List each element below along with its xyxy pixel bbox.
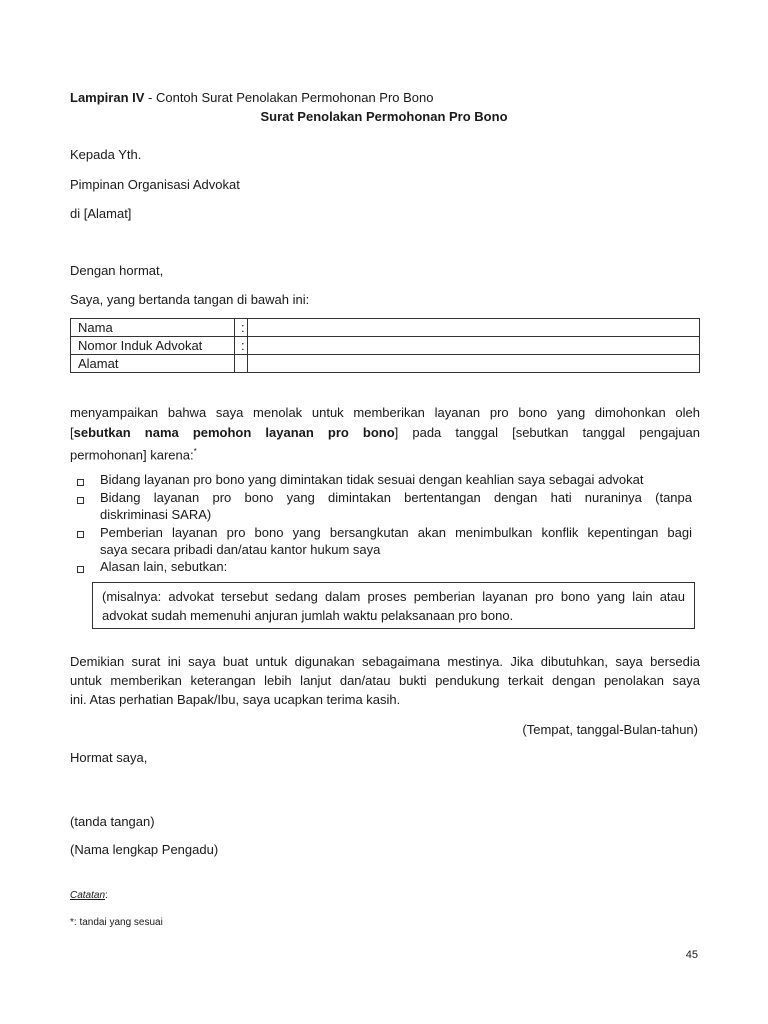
footnote-mark: *	[193, 447, 197, 456]
applicant-placeholder: sebutkan nama pemohon layanan pro bono	[73, 425, 395, 440]
table-row	[71, 355, 700, 373]
statement-line-3-text: permohonan] karena:	[70, 447, 194, 463]
notes-heading-text: Catatan	[70, 890, 106, 901]
name-label: Nama	[71, 319, 235, 337]
statement-line-3	[70, 444, 197, 463]
example-line-1: (misalnya: advokat tersebut sedang dalam proses pemberian layanan pro bono yang lain atau	[102, 589, 685, 604]
closing-line-1: Demikian surat ini saya buat untuk digunakan sebagaimana mestinya. Jika dibutuhkan, saya bersedia	[70, 654, 700, 669]
letter-title: Surat Penolakan Permohonan Pro Bono	[260, 109, 508, 124]
address-label: Alamat	[71, 355, 235, 373]
attachment-heading	[70, 90, 434, 106]
notes-heading	[70, 890, 108, 902]
reason-1-line-1: Bidang layanan pro bono yang dimintakan tidak sesuai dengan keahlian saya sebagai advokat	[100, 472, 644, 487]
table-row	[71, 337, 700, 355]
identity-table	[70, 318, 700, 373]
statement-line-2-rest: ] pada tanggal [sebutkan tanggal pengajuan	[394, 425, 701, 440]
notes-heading-colon: :	[105, 890, 108, 901]
reason-checkbox-2[interactable]	[77, 497, 84, 504]
greeting: Dengan hormat,	[70, 263, 164, 278]
table-row	[71, 319, 700, 337]
bracket-open: [	[70, 425, 74, 440]
intro-text: Saya, yang bertanda tangan di bawah ini:	[70, 292, 310, 307]
reason-4-line-1: Alasan lain, sebutkan:	[100, 559, 228, 574]
reason-3-line-1: Pemberian layanan pro bono yang bersangkutan akan menimbulkan konflik kepentingan bagi	[100, 525, 692, 540]
page-number: 45	[685, 949, 698, 961]
attachment-title: - Contoh Surat Penolakan Permohonan Pro Bono	[144, 90, 434, 105]
advocate-number-separator: :	[235, 337, 248, 355]
advocate-number-value	[248, 337, 700, 355]
place-date: (Tempat, tanggal-Bulan-tahun)	[522, 722, 698, 737]
footnote: *: tandai yang sesuai	[70, 917, 163, 928]
example-line-2: advokat sudah memenuhi anjuran jumlah waktu pelaksanaan pro bono.	[102, 608, 514, 623]
reason-3-line-2: saya secara pribadi dan/atau kantor hukum saya	[100, 542, 381, 557]
regards: Hormat saya,	[70, 750, 148, 765]
other-reason-box[interactable]	[92, 582, 695, 629]
recipient-location: di [Alamat]	[70, 206, 132, 221]
reason-2-line-1: Bidang layanan pro bono yang dimintakan bertentangan dengan hati nuraninya (tanpa	[100, 490, 692, 505]
signature-placeholder: (tanda tangan)	[70, 814, 155, 829]
advocate-number-label: Nomor Induk Advokat	[71, 337, 235, 355]
reason-checkbox-1[interactable]	[77, 479, 84, 486]
salutation-to: Kepada Yth.	[70, 147, 142, 162]
reason-2-line-2: diskriminasi SARA)	[100, 507, 212, 522]
reason-checkbox-3[interactable]	[77, 531, 84, 538]
name-separator: :	[235, 319, 248, 337]
address-separator	[235, 355, 248, 373]
statement-line-2	[70, 425, 700, 441]
recipient: Pimpinan Organisasi Advokat	[70, 177, 240, 192]
statement-line-1: menyampaikan bahwa saya menolak untuk memberikan layanan pro bono yang dimohonkan oleh	[70, 405, 700, 420]
closing-line-2: untuk memberikan keterangan lebih lanjut dan/atau bukti pendukung terkait dengan penolakan saya	[70, 673, 700, 688]
attachment-label: Lampiran IV	[70, 90, 145, 105]
full-name-placeholder: (Nama lengkap Pengadu)	[70, 842, 219, 857]
name-value	[248, 319, 700, 337]
closing-line-3: ini. Atas perhatian Bapak/Ibu, saya ucapkan terima kasih.	[70, 692, 401, 707]
address-value	[248, 355, 700, 373]
reason-checkbox-4[interactable]	[77, 566, 84, 573]
